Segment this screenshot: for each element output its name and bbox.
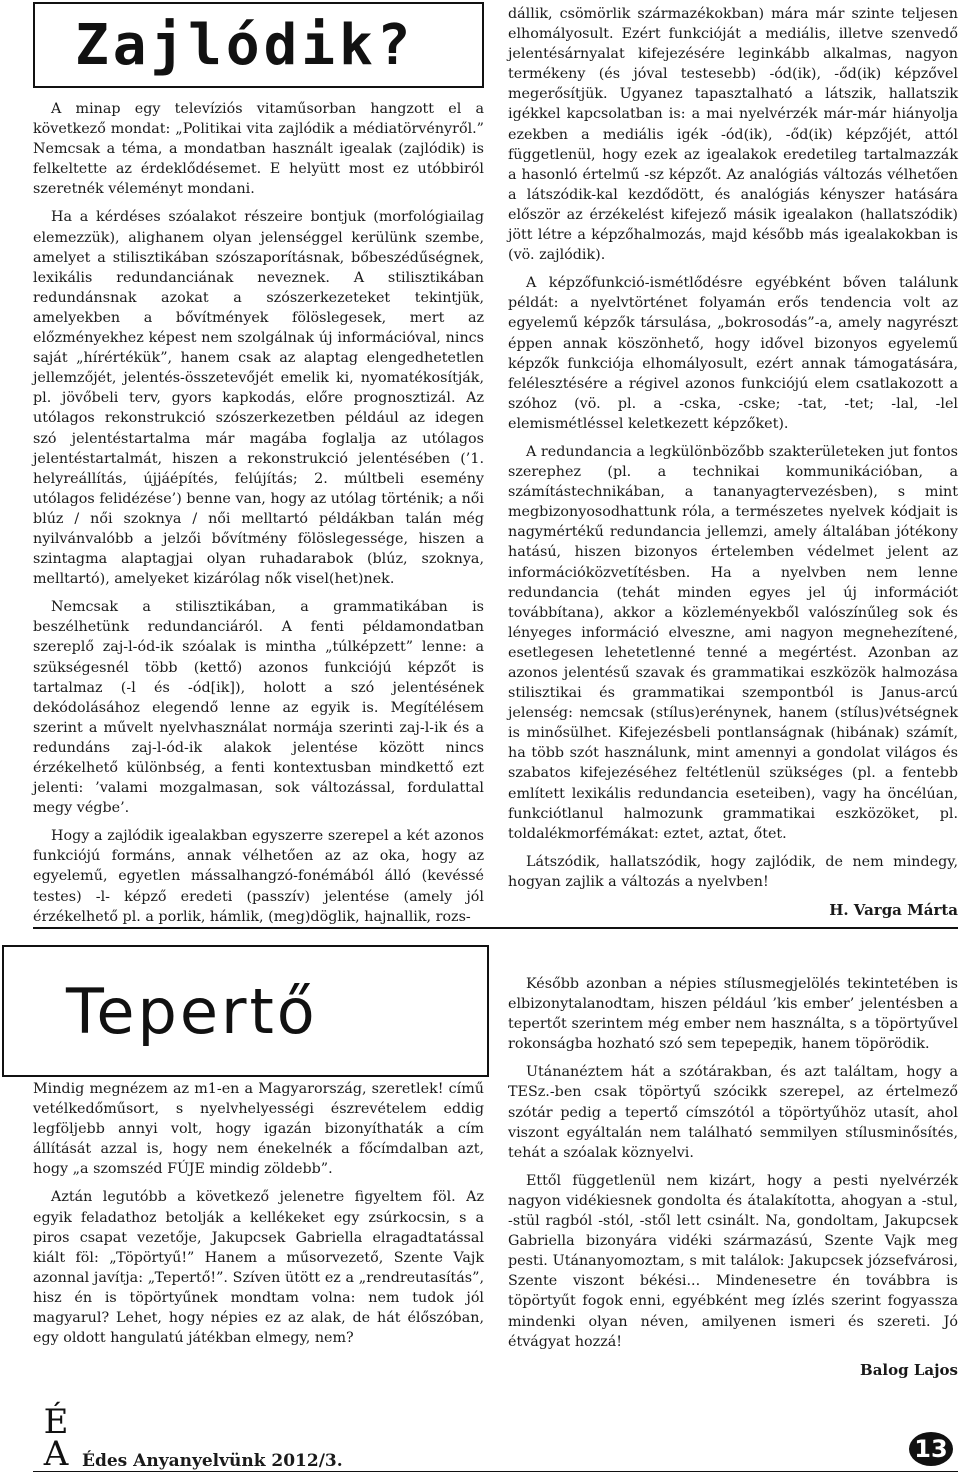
article-title-box <box>2 945 489 1077</box>
footer-rule <box>33 1471 958 1472</box>
paragraph: Nemcsak a stilisztikában, a grammatikában is beszélhetünk redundanciáról. A fenti példamondatban szereplő zaj-l-ód-ik szóalak is mintha „túlképzett” lenne: a szükségesnél több (kettő) azonos funkciójú képzőt is tartalmaz (-l és -ód[ik]), holott a szó jelentésének dekódolásához elegendő lenne az egyik is. Megítélésem szerint a művelt nyelvhasználat normája szerinti zaj-l-ik és a redundáns zaj-l-ód-ik alakok jelentése között nincs érzékelhető különbség, a fenti kontextusban mindkettő ezt jelenti: ’valami mozgalmasan, sok változással, fordulattal megy végbe’. <box>33 599 484 817</box>
paragraph: Hogy a zajlódik igealakban egyszerre szerepel a két azonos funkciójú formáns, annak vélhetően az az oka, hogy az egyelemű, egyetlen mássalhangzó-fonémából álló (kevéssé testes) -l- képző eredeti (passzív) jelentése (amely jól érzékelhető pl. a porlik, hámlik, (meg)döglik, hajnallik, rozs- <box>33 828 484 925</box>
paragraph: A képzőfunkció-ismétlődésre egyébként bőven találunk példát: a nyelvtörténet folyamán erős tendencia volt az egyelemű képzők társulása, „bokrosodás”-a, amely nagyrészt éppen annak köszönhető, hogy idővel bizonyos egyelemű képzők funkciója elhomályosult, ezért annak támogatására, felélesztésére a régivel azonos funkciójú elem csatlakozott a szóhoz (vö. pl. a -cska, -cske; -tat, -tet; -lal, -lel elemismétléssel keletkezett képzőket). <box>508 275 958 432</box>
page-number: 13 <box>914 1435 948 1463</box>
article-title: Zajlódik? <box>75 12 415 78</box>
logo-letter: A <box>43 1434 69 1474</box>
page-number-badge <box>909 1432 953 1466</box>
article-column-right <box>508 974 958 1394</box>
paragraph: Ettől függetlenül nem kizárt, hogy a pesti nyelvérzék nagyon vidékiesnek gondolta és átalakította, ahogyan a -stul, -stül ragból -stól, -stől lett csinált. Na, gondoltam, Jakupcsek Gabriella bizonyára vidéki származású, Szente Vajk meg pesti. Utánanyomoztam, s mit találok: Jakupcsek józsefvárosi, Szente viszont békési... Mindenesetre én továbbra is töpörtyűt fogok enni, egyébként meg ízlés szerint fogyassza mindenki olyan néven, amilyenen ismeri és szereti. Jó étvágyat hozzá! <box>508 1172 958 1350</box>
article-title: Tepertő <box>66 974 318 1048</box>
paragraph: Aztán legutóbb a következő jelenetre figyeltem föl. Az egyik feladathoz betolják a kellékeket egy zsúrkocsin, s a piros csapat vezetője, Jakupcsek Gabriella elragadtatással kiált föl: „Töpörtyű!” Hanem a műsorvezető, Szente Vajk azonnal javítja: „Tepertő!”. Szíven ütött ez a „rendreutasítás”, hisz én is töpörtyűnek mondtam volna: nem tudok jól magyarul? Lehet, hogy népies ez az alak, de hát élőszóban, egy oldott hangulatú játékban elmegy, nem? <box>33 1189 484 1347</box>
section-divider <box>33 927 958 929</box>
article-column-left <box>33 1079 484 1409</box>
paragraph: A minap egy televíziós vitaműsorban hangzott el a következő mondat: „Politikai vita zajlódik a médiatörvényről.” Nemcsak a téma, a mondatban használt igealak (zajlódik) is felkeltette az érdeklődésemet. E helyütt most ez utóbbiról szeretnék véleményt mondani. <box>33 101 484 198</box>
author-signature: Balog Lajos <box>860 1360 958 1379</box>
paragraph: Látszódik, hallatszódik, hogy zajlódik, de nem mindegy, hogyan zajlik a változás a nyelvben! <box>508 853 958 890</box>
article-title-box <box>33 2 484 88</box>
article-column-left <box>33 99 484 925</box>
logo-letter: É <box>43 1402 69 1442</box>
article-column-right <box>508 4 958 919</box>
paragraph: Utánanéztem hát a szótárakban, és azt találtam, hogy a TESz.-ben csak töpörtyű szócikk szerepel, az értelmező szótár pedig a tepertő címszótól a töpörtyűhöz utasít, ahol viszont egyáltalán nem található semmilyen stílusminősítés, tehát a szóalak köznyelvi. <box>508 1064 958 1161</box>
paragraph: Később azonban a népies stílusmegjelölés tekintetében is elbizonytalanodtam, hiszen például ’kis ember’ jelentésben a tepertőt szerintem még ember nem használta, s a töpörtyűvel rokonságba hozható szó sem tepeредik, hanem töpörödik. <box>508 976 958 1053</box>
publication-logo <box>40 1402 72 1476</box>
publication-title: Édes Anyanyelvünk 2012/3. <box>82 1451 343 1471</box>
paragraph: Mindig megnézem az m1-en a Magyarország, szeretlek! című vetélkedőműsort, s nyelvhelyességi észrevételem eddig legföljebb annyi volt, hogy igazán bizonyíthaták a cím állítását azzal is, hogy nem énekelnék a főcímdalban azt, hogy „a szomszéd FÚJE mindig zöldebb”. <box>33 1081 484 1178</box>
paragraph: Ha a kérdéses szóalakot részeire bontjuk (morfológiailag elemezzük), alighanem olyan jelenséggel kerülünk szembe, amelyet a stilisztikában szószaporításnak, bőbeszédűségnek, lexikális redundanciának neveznek. A stilisztikában redundánsnak azokat a szószerkezeteket tekintjük, amelyekben a bővítmények fölöslegesek, mert az előzményekhez képest nem szolgálnak új információval, nincs saját „hírértékük”, hanem csak az alaptag elengedhetetlen jellemzőjét, jelentés-összetevőjét emelik ki, nyomatékosítják, pl. jövőbeli terv, gyors kapkodás, előre prognosztizál. Az utólagos rekonstrukció szószerkezetben például az idegen szó jelentéstartalma már magába foglalja az utólagos jelentéstartalmát, hiszen a rekonstrukció jelentésében (’1. helyreállítás, újjáépítés, felújítás; 2. múltbeli esemény utólagos felidézése’) benne van, hogy az utólag történik; a női blúz / női szoknya / női melltartó példákban talán még nyilvánvalóbb a jelzői bővítmény fölöslegessége, hiszen a szintagma alaptagjai olyan ruhadarabok (blúz, szoknya, melltartó), amelyeket kizárólag nők visel(het)nek. <box>33 209 484 588</box>
paragraph: A redundancia a legkülönbözőbb szakterületeken jut fontos szerephez (pl. a technikai kommunikációban, a számítástechnikában, a tananyagtervezésben), s mint megbizonyosodhattunk róla, a természetes nyelvek kódjait is nagymértékű redundancia jellemzi, amely általában jótékony hatású, hiszen bizonyos értelemben védelmet jelent az információközvetítésben. Ha a nyelvben nem lenne redundancia (tehát minden egyes jel új információt továbbítana), akkor a közleményekből valószínűleg sok és lényeges információ elveszne, ami nagyon megnehezítené, esetlegesen lehetetlenné tenné a megértést. Azonban az azonos jelentésű szavak és grammatikai eszközök halmozása stilisztikai és grammatikai szempontból is Janus-arcú jelenség: nemcsak (stílus)erénynek, hanem (stílus)vétségnek is minősülhet. Kifejezésbeli pontlanságnak (hibának) számít, ha több szót használunk, mint amennyi a gondolat világos és szabatos kifejezéséhez feltétlenül szükséges (pl. a fentebb említett lexikális redundancia eseteiben), vagy ha öncélúan, funkciótlanul halmozunk grammatikai eszközöket, pl. toldalékmorfémákat: eztet, aztat, őtet. <box>508 443 958 842</box>
paragraph: dállik, csömörlik származékokban) mára már szinte teljesen elhomályosult. Ezért funkcióját a mediális, illetve szenvedő jelentésárnyalat kifejezésére leginkább alkalmas, nagyon termékeny (és jóval testesebb) -ód(ik), -őd(ik) képzővel megerősítjük. Ugyanez tapasztalható a látszik, hallatszik igékkel kapcsolatban is: a mai nyelvérzék már-már hiányolja ezekben a mediális igék -ód(ik), -őd(ik) képzőjét, attól függetlenül, hogy ezek az igealakok eredetileg tartalmazzák a hasonló értelmű -sz képzőt. Az analógiás változás vélhetően a látszódik-kal kezdődött, és analógiás kényszer hatására először az érzékelést kifejező másik igealakon (hallatszódik) jött létre a képzőhalmozás, majd később más igealakokban is (vö. zajlódik). <box>508 6 958 264</box>
author-signature: H. Varga Márta <box>829 901 958 920</box>
